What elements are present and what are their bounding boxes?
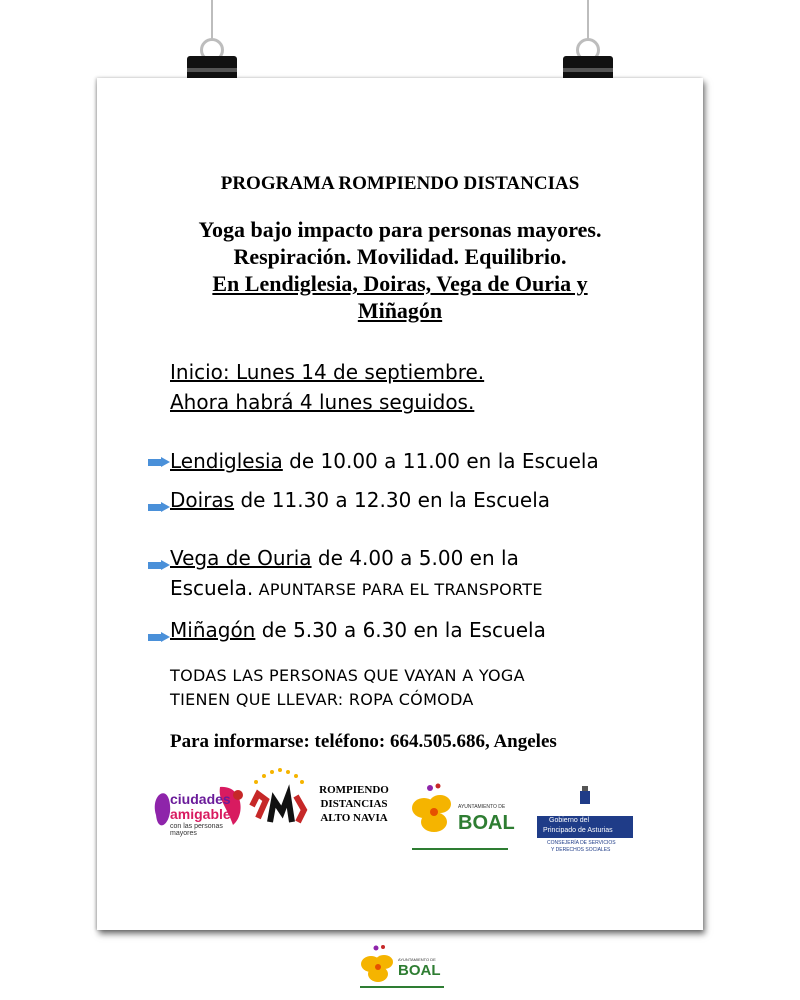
boal-flower-icon <box>410 782 460 842</box>
gob-line-1: Gobierno del <box>549 817 590 824</box>
clothing-note-line-1: TODAS LAS PERSONAS QUE VAYAN A YOGA <box>170 666 525 685</box>
session-lendiglesia <box>170 449 599 473</box>
program-title: PROGRAMA ROMPIENDO DISTANCIAS <box>220 173 580 194</box>
coat-of-arms-icon <box>577 786 593 806</box>
arrow-icon <box>148 632 170 643</box>
headline-line-1: Yoga bajo impacto para personas mayores. <box>198 217 602 242</box>
headline-line-3: En Lendiglesia, Doiras, Vega de Ouria y <box>212 271 588 296</box>
session-doiras <box>170 488 550 512</box>
ciudades-text-3: con las personas mayores <box>170 823 223 837</box>
footer-flower-icon <box>360 944 400 988</box>
transport-note: APUNTARSE PARA EL TRANSPORTE <box>253 580 543 599</box>
gob-line-2: Principado de Asturias <box>543 827 613 834</box>
session-vega-de-ouria <box>170 546 519 570</box>
session-detail: de 4.00 a 5.00 en la <box>311 546 519 570</box>
rompiendo-line-1: ROMPIENDO <box>319 784 389 796</box>
boal-divider <box>412 848 508 850</box>
gob-line-3: CONSEJERÍA DE SERVICIOS <box>547 840 616 846</box>
session-place: Doiras <box>170 488 235 512</box>
session-minagon <box>170 618 546 642</box>
arrow-icon <box>148 560 170 571</box>
footer-big-text: BOAL <box>398 962 441 979</box>
clothing-note-line-2: TIENEN QUE LLEVAR: ROPA CÓMODA <box>170 690 474 709</box>
footer-small-text: AYUNTAMIENTO DE <box>398 957 436 962</box>
headline <box>0 216 800 324</box>
session-detail: de 5.30 a 6.30 en la Escuela <box>255 618 546 642</box>
weeks-line: Ahora habrá 4 lunes seguidos. <box>170 390 475 414</box>
boal-big-text: BOAL <box>458 812 515 834</box>
rompiendo-line-2: DISTANCIAS <box>320 798 388 810</box>
gob-line-4: Y DERECHOS SOCIALES <box>551 847 611 853</box>
rmd-logo <box>244 766 314 838</box>
session-place: Vega de Ouria <box>170 546 312 570</box>
ciudades-amigables-logo <box>148 775 248 845</box>
start-date-line: Inicio: Lunes 14 de septiembre. <box>170 360 485 384</box>
headline-line-2: Respiración. Movilidad. Equilibrio. <box>233 244 567 269</box>
contact-line: Para informarse: teléfono: 664.505.686, Angeles <box>170 731 557 752</box>
arrow-icon <box>148 457 170 468</box>
hanging-string-left <box>211 0 213 40</box>
boal-small-text: AYUNTAMIENTO DE <box>458 804 506 810</box>
footer-boal-logo <box>360 944 444 990</box>
session-place: Miñagón <box>170 618 256 642</box>
headline-line-4: Miñagón <box>357 298 443 323</box>
vega-escuela: Escuela. <box>170 576 254 600</box>
hanging-string-right <box>587 0 589 40</box>
session-detail: de 11.30 a 12.30 en la Escuela <box>234 488 551 512</box>
boal-logo <box>410 778 515 852</box>
session-place: Lendiglesia <box>170 449 283 473</box>
rompiendo-line-3: ALTO NAVIA <box>320 812 388 824</box>
session-detail: de 10.00 a 11.00 en la Escuela <box>282 449 599 473</box>
gobierno-asturias-logo <box>537 786 633 854</box>
ciudades-text-2: amigables <box>170 806 239 822</box>
rompiendo-distancias-text <box>314 783 394 825</box>
rmd-emblem-icon <box>244 766 314 838</box>
ciudades-text-1: ciudades <box>170 791 231 807</box>
footer-divider <box>360 986 444 988</box>
vega-line-2 <box>170 576 543 600</box>
arrow-icon <box>148 502 170 513</box>
